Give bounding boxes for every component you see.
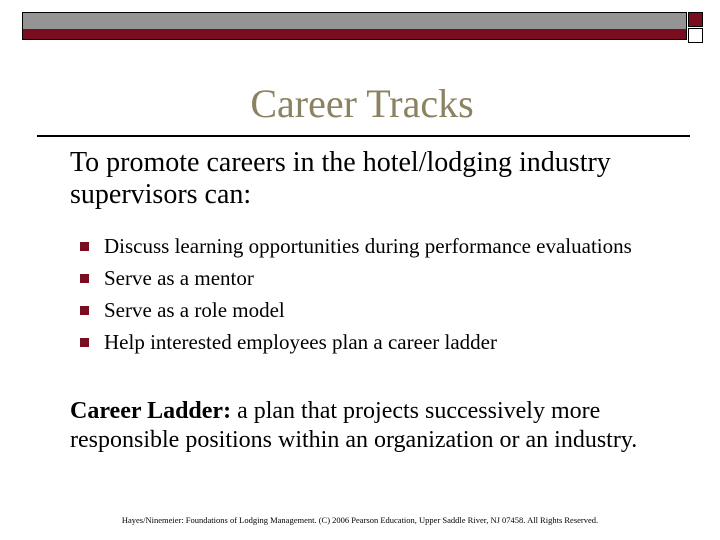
- bullet-item: [80, 330, 680, 354]
- square-bullet-icon: [80, 338, 89, 347]
- bullet-item: [80, 266, 680, 290]
- corner-square-white: [688, 28, 703, 43]
- square-bullet-icon: [80, 306, 89, 315]
- bullet-text: Serve as a mentor: [104, 266, 254, 290]
- corner-square-red: [688, 12, 703, 27]
- title-divider: [37, 135, 690, 137]
- bullet-text: Serve as a role model: [104, 298, 285, 322]
- slide-title-text: Career Tracks: [250, 81, 474, 126]
- copyright-footer: Hayes/Ninemeier: Foundations of Lodging Management. (C) 2006 Pearson Education, Upper Saddle River, NJ 07458. All Rights Reserved.: [121, 515, 599, 525]
- intro-text: To promote careers in the hotel/lodging industry supervisors can:: [70, 147, 611, 210]
- bullet-text: Discuss learning opportunities during performance evaluations: [104, 234, 632, 258]
- header-bar-gray: [22, 12, 687, 30]
- bullet-item: [80, 298, 680, 322]
- slide-title: [0, 80, 720, 127]
- bullet-list: [80, 234, 680, 362]
- bullet-item: [80, 234, 680, 258]
- square-bullet-icon: [80, 242, 89, 251]
- definition-text: a plan that projects successively more responsible positions within an organization or an industry.: [70, 398, 638, 453]
- bullet-text: Help interested employees plan a career ladder: [104, 330, 497, 354]
- definition-term: Career Ladder:: [70, 398, 232, 424]
- definition-block: [70, 397, 680, 455]
- header-bar-red: [22, 29, 687, 40]
- square-bullet-icon: [80, 274, 89, 283]
